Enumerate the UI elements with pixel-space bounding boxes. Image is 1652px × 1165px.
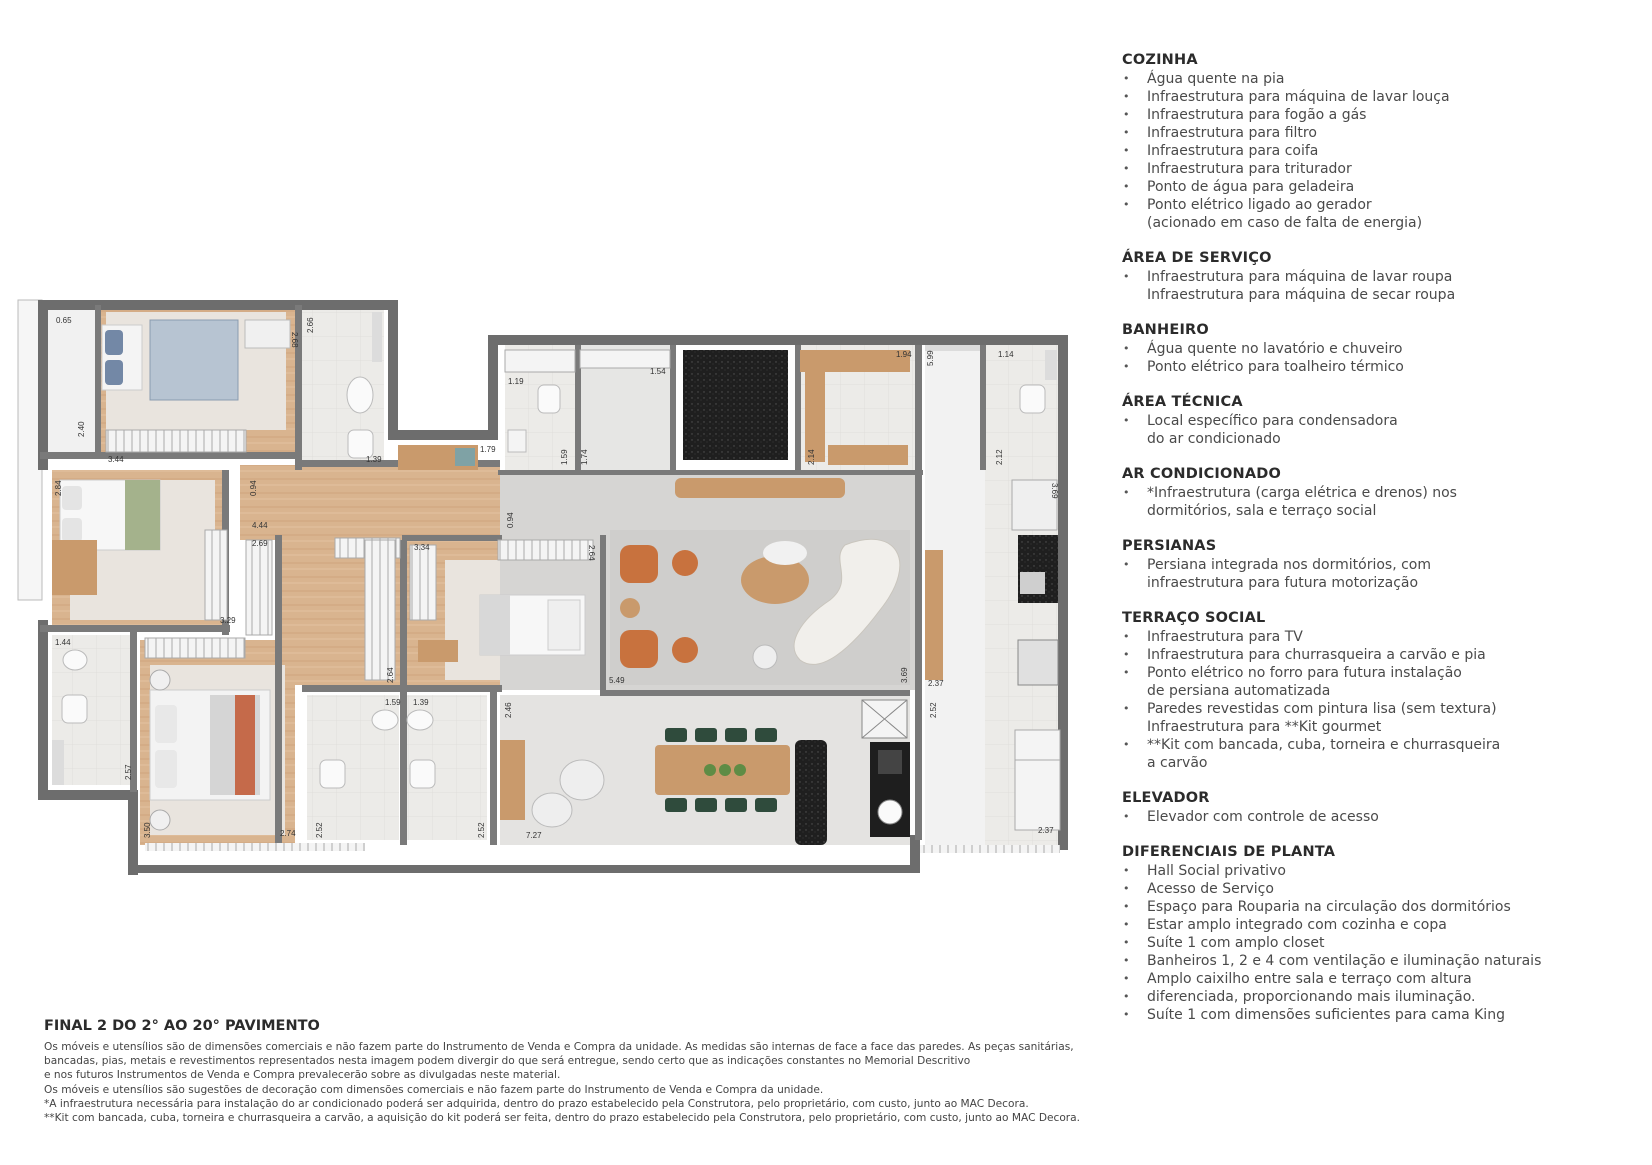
spec-section-title: AR CONDICIONADO [1122,466,1282,482]
dim-label: 1.54 [650,367,666,376]
dim-label: 3.69 [1050,483,1059,499]
dim-label: 1.74 [580,449,589,465]
disclaimer-line: e nos futuros Instrumentos de Venda e Compra prevalecerão sobre as divulgadas neste material. [44,1069,561,1082]
spec-item: dormitórios, sala e terraço social [1147,503,1377,519]
disclaimer-line: Os móveis e utensílios são sugestões de decoração com dimensões comerciais e não fazem parte do Instrumento de Venda e Compra da unidade. [44,1083,824,1096]
dim-label: 1.59 [560,449,569,465]
spec-section-title: ÁREA DE SERVIÇO [1122,250,1272,266]
spec-item: • Ponto elétrico no forro para futura instalação [1122,664,1642,682]
dim-label: 3.69 [900,667,909,683]
dim-label: 1.59 [385,698,401,707]
dim-label: 2.37 [1038,826,1054,835]
spec-item: (acionado em caso de falta de energia) [1147,215,1423,231]
spec-item-list [1122,268,1642,304]
dim-label: 2.52 [477,822,486,838]
dim-label: 4.44 [252,521,268,530]
spec-item: • Infraestrutura para coifa [1122,142,1642,160]
dim-label: 1.39 [413,698,429,707]
spec-item: de persiana automatizada [1147,683,1331,699]
dim-label: 5.99 [926,350,935,366]
disclaimer-line: Os móveis e utensílios são de dimensões comerciais e não fazem parte do Instrumento de Venda e Compra da unidade. As medidas são internas de face a face das paredes. As peças sanitárias, [44,1041,1074,1053]
dim-label: 2.52 [315,822,324,838]
spec-section [1122,610,1642,772]
dim-label: 1.44 [55,638,71,647]
dim-label: 2.57 [124,764,133,780]
spec-item: • Paredes revestidas com pintura lisa (sem textura) [1122,700,1642,718]
spec-item: • Ponto de água para geladeira [1122,178,1642,196]
spec-item-list [1122,340,1642,376]
spec-item: a carvão [1147,755,1208,771]
spec-item: • Água quente no lavatório e chuveiro [1122,340,1642,358]
dim-label: 2.69 [252,539,268,548]
spec-section [1122,790,1642,826]
spec-item: • Espaço para Rouparia na circulação dos dormitórios [1122,898,1642,916]
spec-item: • Suíte 1 com dimensões suficientes para cama King [1122,1006,1642,1024]
dim-label: 2.37 [928,679,944,688]
spec-item-list [1122,862,1642,1024]
dim-label: 2.52 [929,702,938,718]
spec-item: • Local específico para condensadora [1122,412,1642,430]
spec-item-list [1122,628,1642,772]
dim-label: 2.12 [995,449,1004,465]
dim-label: 2.68 [290,332,299,348]
spec-item-list [1122,556,1642,592]
disclaimer-line: *A infraestrutura necessária para instalação do ar condicionado poderá ser adquirida, dentro do prazo estabelecido pela Construtora, pelo proprietário, com custo, junto ao MAC Decora. [44,1097,1029,1110]
spec-section-title: TERRAÇO SOCIAL [1122,610,1266,626]
dim-label: 1.14 [998,350,1014,359]
spec-item: • Infraestrutura para filtro [1122,124,1642,142]
spec-section [1122,844,1642,1024]
spec-item: Infraestrutura para máquina de secar roupa [1147,287,1456,303]
floor-title: FINAL 2 DO 2° AO 20° PAVIMENTO [44,1018,320,1034]
spec-item-list [1122,70,1642,232]
footer [44,1018,1244,1125]
dim-label: 2.66 [306,317,315,333]
spec-item: • Infraestrutura para máquina de lavar louça [1122,88,1642,106]
spec-item: • Banheiros 1, 2 e 4 com ventilação e iluminação naturais [1122,952,1642,970]
spec-item: • Estar amplo integrado com cozinha e copa [1122,916,1642,934]
dim-label: 5.49 [609,676,625,685]
dim-label: 1.19 [508,377,524,386]
spec-item: • Amplo caixilho entre sala e terraço com altura [1122,970,1642,988]
spec-section-title: ÁREA TÉCNICA [1122,394,1243,410]
spec-section [1122,538,1642,592]
spec-section-title: ELEVADOR [1122,790,1210,806]
dim-label: 0.94 [506,512,515,528]
spec-section [1122,394,1642,448]
dim-label: 7.27 [526,831,542,840]
disclaimer-line: bancadas, pias, metais e revestimentos representados nesta imagem podem divergir do que será entregue, sendo certo que as indicações constantes no Memorial Descritivo [44,1055,971,1068]
spec-item: Infraestrutura para **Kit gourmet [1147,719,1382,735]
spec-item: • Hall Social privativo [1122,862,1642,880]
dim-label: 2.64 [386,667,395,683]
dim-label: 3.44 [108,455,124,464]
spec-item: • Persiana integrada nos dormitórios, com [1122,556,1642,574]
spec-item-list [1122,412,1642,448]
spec-item: • Água quente na pia [1122,70,1642,88]
disclaimer-notes [44,1040,1244,1125]
dim-label: 2.84 [54,480,63,496]
spec-item: • Ponto elétrico para toalheiro térmico [1122,358,1642,376]
spec-item: infraestrutura para futura motorização [1147,575,1419,591]
spec-section [1122,322,1642,376]
spec-item: • Elevador com controle de acesso [1122,808,1642,826]
dim-label: 3.29 [220,616,236,625]
dim-label: 1.39 [366,455,382,464]
dim-label: 2.14 [807,449,816,465]
dim-label: 2.64 [587,545,596,561]
dim-label: 1.79 [480,445,496,454]
spec-section-title: COZINHA [1122,52,1198,68]
dim-label: 2.46 [504,702,513,718]
dim-label: 0.65 [56,316,72,325]
spec-item: do ar condicionado [1147,431,1281,447]
spec-item: • Suíte 1 com amplo closet [1122,934,1642,952]
spec-section-title: BANHEIRO [1122,322,1209,338]
dim-label: 3.34 [414,543,430,552]
spec-section [1122,466,1642,520]
spec-item: • **Kit com bancada, cuba, torneira e churrasqueira [1122,736,1642,754]
dim-label: 2.40 [77,421,86,437]
disclaimer-line: **Kit com bancada, cuba, torneira e churrasqueira a carvão, a aquisição do kit poderá ser feita, dentro do prazo estabelecido pela Construtora, pelo proprietário, com custo, junto ao MAC Decora. [44,1112,1081,1125]
dim-label: 3.50 [143,822,152,838]
spec-section [1122,52,1642,232]
spec-item: • Infraestrutura para churrasqueira a carvão e pia [1122,646,1642,664]
dim-label: 2.74 [280,829,296,838]
spec-item: • Ponto elétrico ligado ao gerador [1122,196,1642,214]
dim-label: 1.94 [896,350,912,359]
spec-item: • *Infraestrutura (carga elétrica e drenos) nos [1122,484,1642,502]
spec-section [1122,250,1642,304]
spec-item: • diferenciada, proporcionando mais iluminação. [1122,988,1642,1006]
spec-item: • Infraestrutura para fogão a gás [1122,106,1642,124]
spec-item: • Infraestrutura para TV [1122,628,1642,646]
spec-section-title: DIFERENCIAIS DE PLANTA [1122,844,1336,860]
spec-item-list [1122,808,1642,826]
dim-label: 0.94 [249,480,258,496]
spec-item-list [1122,484,1642,520]
spec-section-title: PERSIANAS [1122,538,1217,554]
spec-item: • Acesso de Serviço [1122,880,1642,898]
spec-item: • Infraestrutura para máquina de lavar roupa [1122,268,1642,286]
spec-list [1122,52,1642,1042]
spec-item: • Infraestrutura para triturador [1122,160,1642,178]
